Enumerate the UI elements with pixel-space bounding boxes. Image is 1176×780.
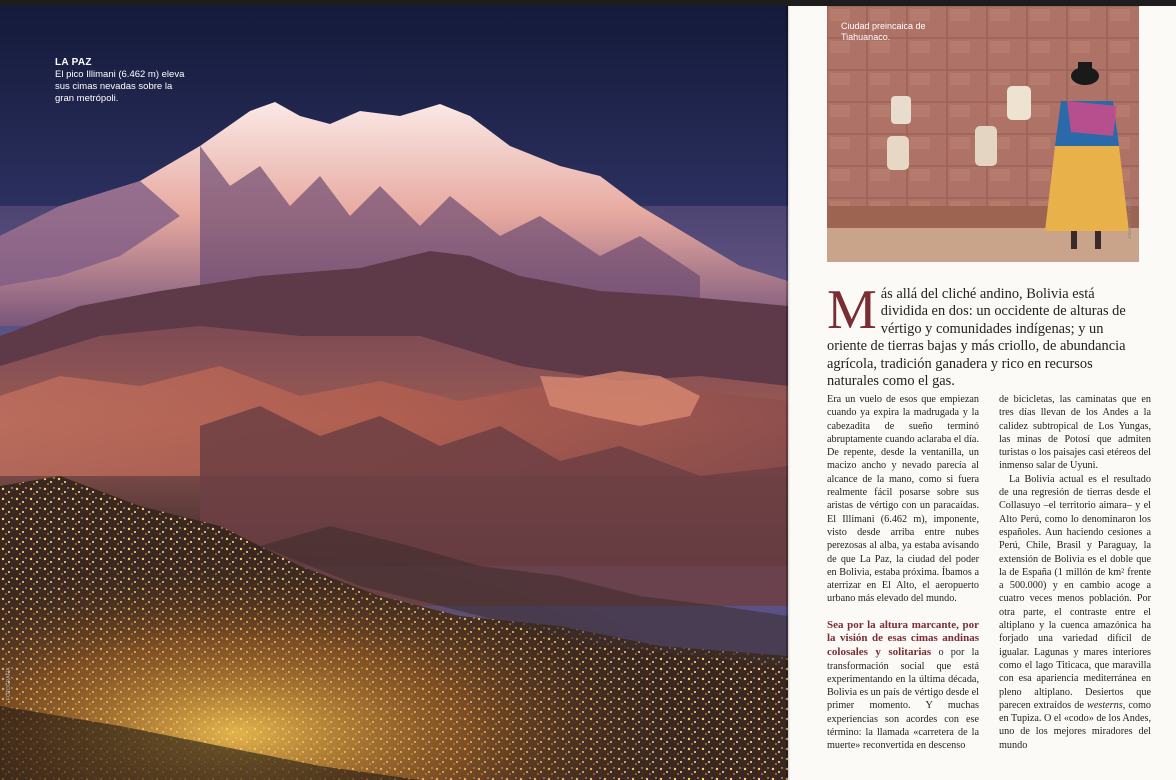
article-page	[788, 6, 1176, 780]
body-column-1	[827, 393, 979, 753]
right-photo-credit: JORGE GUTIÉRREZ	[1127, 196, 1132, 239]
page-gutter	[786, 6, 790, 780]
body-column-2	[999, 393, 1151, 752]
tiahuanaco-photo	[827, 6, 1139, 262]
highlighted-phrase: Sea por la altura marcante, por la visión de esas cimas andinas colosales y solitarias	[827, 618, 979, 658]
paragraph-text: La Bolivia actual es el resultado de una regresión de tierras desde el Collasuyo –el territorio aimara– y el Alto Perú, como lo denominaron los españoles. Aun haciendo cesiones a Perú, Chile, Brasil y Paraguay, la extensión de Bolivia es el doble que la de España (1 millón de km² frente a 500.000) y en cambio acoge a cuatro veces menos población. Por otra parte, el contraste entre el altiplano y la cuenca amazónica ha forjado una variedad difícil de igualar. Lagunas y mares interiores como el lago Titicaca, que maravilla con esa apariencia mediterránea en pleno altiplano. Desiertos que parecen extraídos de	[999, 473, 1151, 711]
paragraph-text: o por la transformación social que está experimentando en la última década, Bolivia es un país de vértigo desde el primer momento. Y muchas experiencias son acordes con ese término: la llamada «carretera de la muerte» reconvertida en descenso	[827, 646, 980, 752]
paragraph: de bicicletas, las caminatas que en tres días llevan de los Andes a la calidez subtropical de Los Yungas, las minas de Potosí que admiten turistas o los paisajes casi etéreos del inmenso salar de Uyuni.	[999, 394, 1151, 472]
lede-text: ás allá del cliché andino, Bolivia está dividida en dos: un occidente de alturas de vértigo y comunidades indígenas; y un oriente de tierras bajas y más criollo, de abundancia agrícola, tradición ganadera y rico en recursos naturales como el gas.	[827, 286, 1126, 390]
right-photo-caption: Ciudad preincaica de Tiahuanaco.	[841, 21, 926, 42]
paragraph	[827, 619, 979, 753]
drop-cap: M	[827, 279, 877, 341]
paragraph	[999, 473, 1151, 752]
paragraph: Era un vuelo de esos que empiezan cuando ya expira la madrugada y la cabezadita de sueño terminó abruptamente cuando aclaraba el día. De repente, desde la ventanilla, un macizo ancho y nevado parecía al alcance de la mano, como si fuera realmente fácil posarse sobre sus aristas de vértigo con un paracaídas. El Illimani (6.462 m), imponente, visto desde arriba entre nubes perezosas al alba, ya estaba avisando de que La Paz, la ciudad del poder en Bolivia, estaba próxima. Íbamos a aterrizar en El Alto, el aeropuerto urbano más elevado del mundo.	[827, 394, 979, 605]
illimani-la-paz-photo	[0, 6, 788, 780]
left-photo-caption	[55, 57, 185, 105]
caption-text: El pico Illimani (6.462 m) eleva sus cimas nevadas sobre la gran metrópoli.	[55, 69, 185, 104]
paragraph-text: , como en Tupiza. O el «codo» de los Andes, uno de los mejores miradores del mundo	[999, 699, 1152, 751]
caption-title: LA PAZ	[55, 57, 92, 68]
left-photo-credit: FOTOGRAFÍA	[6, 667, 12, 700]
article-lede	[827, 279, 1139, 390]
emphasis-text: westerns	[1087, 699, 1123, 711]
